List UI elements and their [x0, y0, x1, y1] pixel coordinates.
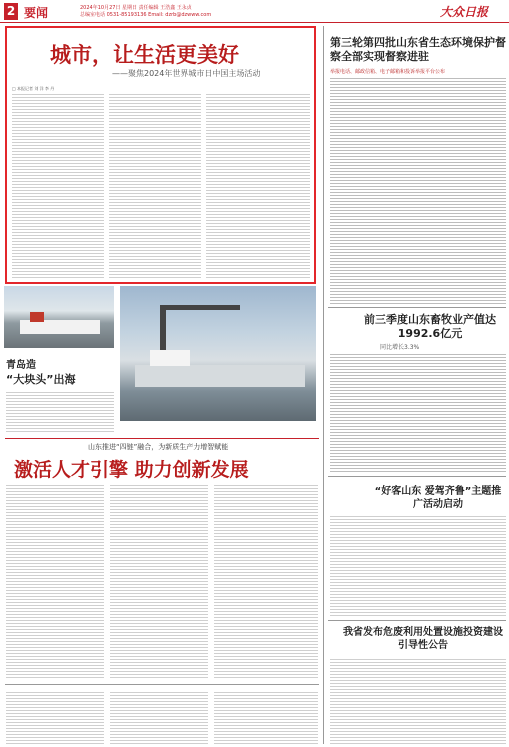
right-article-4-body: [330, 657, 506, 745]
right-headline-4: 我省发布危废利用处置设施投资建设引导性公告: [343, 627, 503, 651]
mid-col-2: [110, 483, 208, 679]
right-headline-1: 第三轮第四批山东省生态环境保护督察全部实现督察进驻: [330, 36, 506, 63]
section-name: 要闻: [24, 6, 49, 20]
feature-col-3: [206, 92, 310, 280]
mid-band-rule: [5, 438, 319, 439]
mid-kicker: 山东推进“四链”融合，为新质生产力增智赋能: [88, 443, 229, 451]
right-article-1-body: [330, 76, 506, 304]
mid-col-1: [6, 483, 104, 679]
feature-col-2: [109, 92, 201, 280]
feature-title: 城市，让生活更美好: [50, 43, 239, 67]
masthead-strip: [0, 0, 509, 24]
right-divider-1: [328, 307, 506, 308]
qingdao-body: [6, 390, 114, 434]
right-divider-3: [328, 620, 506, 621]
header-rule: [0, 22, 509, 23]
column-divider: [323, 26, 324, 744]
crane-arm-shape: [160, 305, 240, 310]
ship-hull-shape: [20, 320, 100, 334]
mid-col-3: [214, 483, 318, 679]
newspaper-logo: 大众日报: [440, 5, 489, 19]
bottom-col-2: [110, 690, 208, 744]
header-contact-line: 总编室电话 0531-85193136 Email: dzrb@dzwww.com: [80, 12, 212, 18]
right-divider-2: [328, 476, 506, 477]
ship-structure-shape: [30, 312, 44, 322]
qingdao-subheadline: “大块头”出海: [6, 373, 76, 386]
feature-col-1: [12, 92, 104, 280]
bottom-col-3: [214, 690, 318, 744]
right-article-2-body: [330, 352, 506, 472]
feature-byline: □ 本报记者 刘 洋 李 丹: [12, 86, 55, 91]
page-number: 2: [4, 3, 18, 20]
qingdao-headline: 青岛造: [6, 360, 36, 371]
feature-subtitle: ——聚焦2024年世界城市日中国主场活动: [112, 69, 261, 78]
vessel-deckhouse-shape: [150, 350, 190, 366]
bottom-divider: [5, 684, 319, 685]
header-date-line: 2024年10月27日 星期日 责任编辑 王浩鑫 王永贞: [80, 5, 192, 11]
vessel-hull-shape: [135, 365, 305, 387]
right-headline-2: 前三季度山东畜牧业产值达1992.6亿元: [364, 313, 496, 340]
right-headline-3: “好客山东 爱驾齐鲁”主题推广活动启动: [374, 486, 502, 510]
right-subhead-1: 举报电话、邮政信箱、电子邮箱和投诉举报平台公布: [330, 69, 446, 75]
right-article-3-body: [330, 514, 506, 616]
right-subhead-2: 同比增长3.3%: [380, 344, 420, 351]
bottom-col-1: [6, 690, 104, 744]
mid-headline: 激活人才引擎 助力创新发展: [14, 459, 249, 481]
qingdao-ship-photo: [4, 286, 114, 348]
